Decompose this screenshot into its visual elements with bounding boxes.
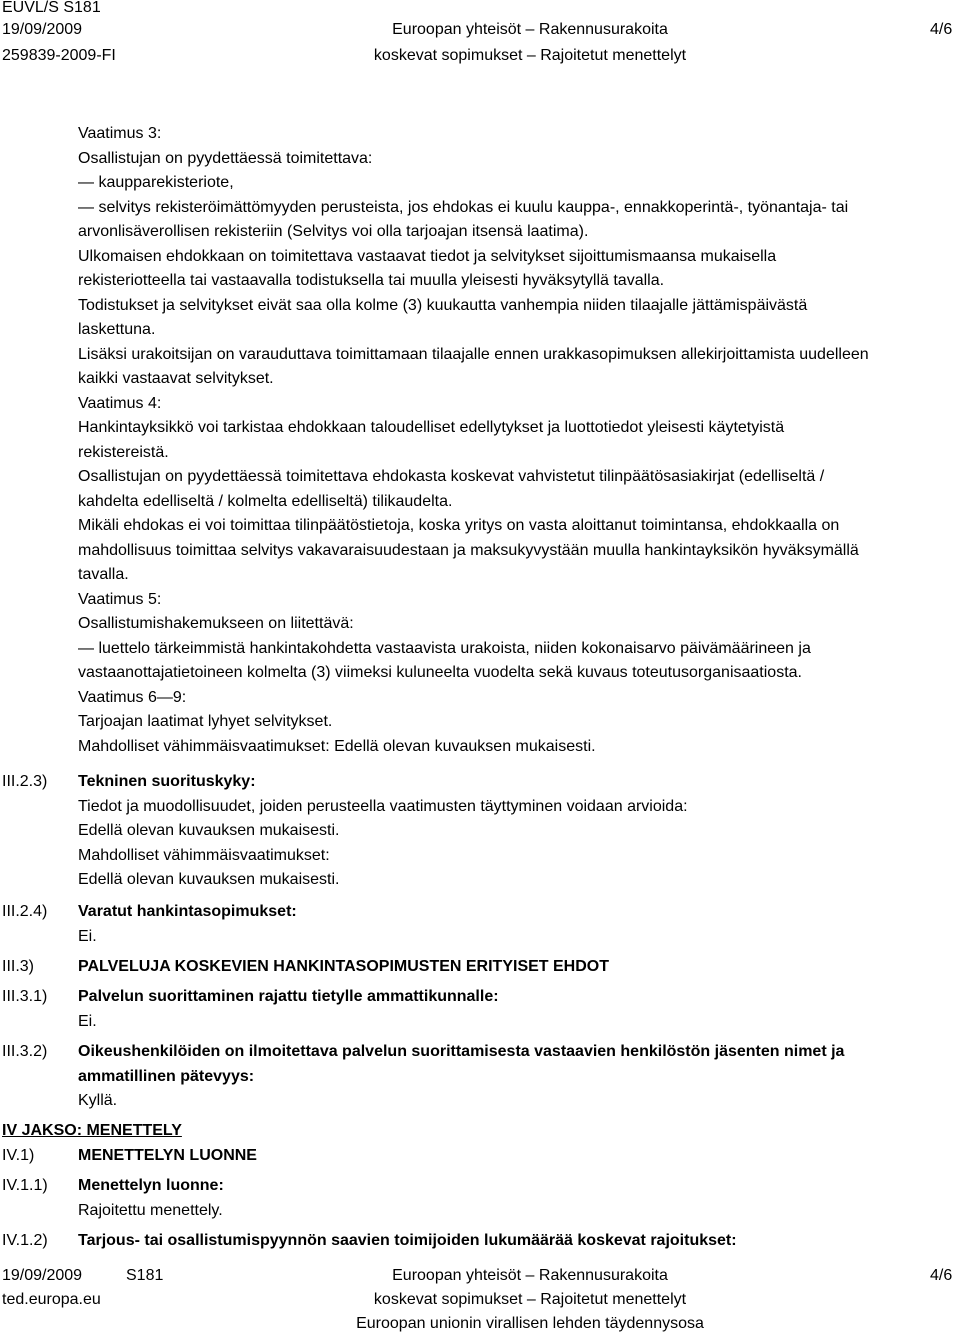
section-title: Tekninen suorituskyky: — [78, 773, 256, 790]
footer-title-line-3: Euroopan unionin virallisen lehden täydennysosa — [356, 1315, 704, 1332]
section-code-iii-3-2: III.3.2) — [2, 1043, 48, 1060]
section-title: Palvelun suorittaminen rajattu tietylle ammattikunnalle: — [78, 988, 499, 1005]
text-line: Hankintayksikkö voi tarkistaa ehdokkaan taloudelliset edellytykset ja luottotiedot yleisesti käytetyistä — [78, 419, 785, 436]
section-code-iv-1-2: IV.1.2) — [2, 1232, 48, 1249]
header-date: 19/09/2009 — [2, 21, 83, 38]
section-code-iii-2-3: III.2.3) — [2, 773, 48, 790]
document-number: 259839-2009-FI — [2, 47, 116, 64]
text-line: rekisteriotteella tai vastaavalla todistuksella tai muulla yleisesti hyväksytyllä tavalla. — [78, 272, 665, 289]
text-line: Osallistujan on pyydettäessä toimitettava ehdokasta koskevat vahvistetut tilinpäätösasiakirjat (edelliseltä / — [78, 468, 825, 485]
section-code-iii-2-4: III.2.4) — [2, 903, 48, 920]
section-code-iii-3: III.3) — [2, 958, 35, 975]
section-value: Ei. — [78, 1012, 97, 1030]
header-title-line-1: Euroopan yhteisöt – Rakennusurakoita — [392, 21, 668, 38]
text-line: vastaanottajatietoineen kolmelta (3) viimeksi kuluneelta vuodelta sekä kuvaus toteutusorganisaatiosta. — [78, 664, 802, 681]
text-line: tavalla. — [78, 566, 129, 583]
footer-title-line-1: Euroopan yhteisöt – Rakennusurakoita — [392, 1267, 668, 1284]
text-line: Mahdolliset vähimmäisvaatimukset: — [78, 846, 330, 864]
section-title-iv-1-2: Tarjous- tai osallistumispyynnön saavien toimijoiden lukumäärää koskevat rajoitukset: — [78, 1232, 737, 1249]
text-line: Mahdolliset vähimmäisvaatimukset: Edellä olevan kuvauksen mukaisesti. — [78, 737, 596, 755]
text-line: rekistereistä. — [78, 443, 169, 461]
text-line: Osallistujan on pyydettäessä toimitettava: — [78, 149, 373, 167]
list-item: — selvitys rekisteröimättömyyden perusteista, jos ehdokas ei kuulu kauppa-, ennakkoperintä-, työnantaja- tai — [78, 198, 849, 216]
section-iv-1-1 — [78, 1174, 224, 1223]
text-line: kahdelta edelliseltä / kolmelta edelliseltä) tilikaudelta. — [78, 492, 453, 510]
list-item: — luettelo tärkeimmistä hankintakohdetta vastaavista urakoista, niiden kokonaisarvo päivämäärineen ja — [78, 639, 811, 657]
text-line: arvonlisäverollisen rekisteriin (Selvitys voi olla tarjoajan itsensä laatima). — [78, 223, 589, 240]
text-line: Vaatimus 4: — [78, 394, 162, 412]
text-line: kaikki vastaavat selvitykset. — [78, 370, 274, 387]
text-line: Osallistumishakemukseen on liitettävä: — [78, 615, 354, 632]
text-line: Vaatimus 6—9: — [78, 688, 187, 706]
header-page-number: 4/6 — [930, 21, 953, 38]
header-title-line-2: koskevat sopimukset – Rajoitetut menettelyt — [373, 47, 687, 64]
footer-date: 19/09/2009 — [2, 1267, 83, 1284]
text-line: Edellä olevan kuvauksen mukaisesti. — [78, 871, 340, 888]
text-line: Edellä olevan kuvauksen mukaisesti. — [78, 822, 340, 839]
section-code-iii-3-1: III.3.1) — [2, 988, 48, 1005]
section-iii-2-3 — [78, 770, 688, 893]
section-title-iv-1: MENETTELYN LUONNE — [78, 1147, 257, 1164]
text-line: Vaatimus 3: — [78, 125, 162, 142]
text-line: laskettuna. — [78, 321, 156, 338]
section-value: Rajoitettu menettely. — [78, 1201, 223, 1219]
section-title: Varatut hankintasopimukset: — [78, 903, 297, 920]
section-iii-3-1 — [78, 985, 499, 1034]
text-line: Todistukset ja selvitykset eivät saa olla kolme (3) kuukautta vanhempia niiden tilaajalle jättämispäivästä — [78, 296, 808, 314]
section-title-line: ammatillinen pätevyys: — [78, 1067, 255, 1085]
section-title-line: Oikeushenkilöiden on ilmoitettava palvelun suorittamisesta vastaavien henkilöstön jäsenten nimet ja — [78, 1043, 845, 1060]
text-line: mahdollisuus toimittaa selvitys vakavaraisuudestaan ja maksukyvystään muulla hankintayksikön hyväksymällä — [78, 541, 859, 559]
text-line: Vaatimus 5: — [78, 590, 162, 608]
section-code-iv-1-1: IV.1.1) — [2, 1177, 48, 1194]
footer-title-line-2: koskevat sopimukset – Rajoitetut menettelyt — [373, 1291, 687, 1308]
footer-site-link[interactable]: ted.europa.eu — [2, 1291, 101, 1308]
body-text — [78, 122, 869, 759]
section-iii-3-2 — [78, 1040, 844, 1114]
text-line: Lisäksi urakoitsijan on varauduttava toimittamaan tilaajalle ennen urakkasopimuksen allekirjoittamista uudelleen — [78, 345, 869, 363]
text-line: Mikäli ehdokas ei voi toimittaa tilinpäätöstietoja, koska yritys on vasta aloittanut toimintansa, ehdokkaalla on — [78, 517, 840, 534]
part-heading-iv: IV JAKSO: MENETTELY — [2, 1122, 182, 1139]
section-iii-2-4 — [78, 900, 297, 949]
section-value: Ei. — [78, 927, 97, 945]
footer-page-number: 4/6 — [930, 1267, 953, 1284]
section-title-iii-3: PALVELUJA KOSKEVIEN HANKINTASOPIMUSTEN ERITYISET EHDOT — [78, 958, 610, 975]
text-line: Ulkomaisen ehdokkaan on toimitettava vastaavat tiedot ja selvitykset sijoittumismaansa mukaisella — [78, 247, 777, 265]
footer-series: S181 — [126, 1267, 164, 1284]
section-value: Kyllä. — [78, 1092, 118, 1109]
section-title: Menettelyn luonne: — [78, 1177, 224, 1194]
text-line: Tiedot ja muodollisuudet, joiden perusteella vaatimusten täyttyminen voidaan arvioida: — [78, 797, 688, 815]
journal-ref: EUVL/S S181 — [2, 0, 101, 16]
list-item: — kaupparekisteriote, — [78, 174, 234, 191]
section-code-iv-1: IV.1) — [2, 1147, 35, 1164]
text-line: Tarjoajan laatimat lyhyet selvitykset. — [78, 713, 333, 730]
